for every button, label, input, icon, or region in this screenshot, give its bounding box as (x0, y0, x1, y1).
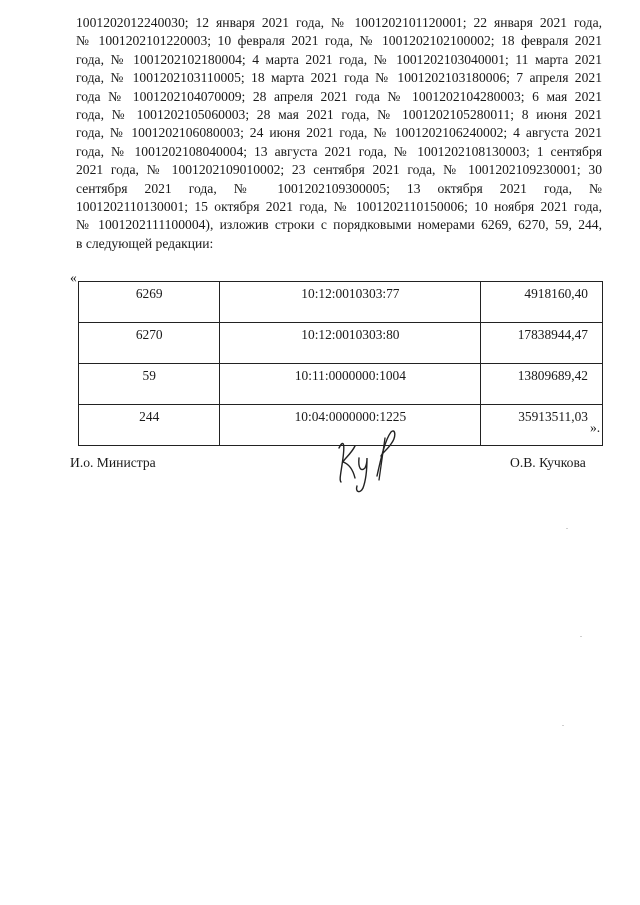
table-row (79, 323, 603, 364)
scan-speck (580, 636, 582, 637)
paragraph-line: 1001202012240030; 12 января 2021 года, № 1001202101120001; 22 января 2021 года, (76, 15, 602, 30)
table-row (79, 364, 603, 405)
paragraph-line: 2021 года, № 1001202109010002; 23 сентября 2021 года, № 1001202109230001; 30 (76, 162, 602, 178)
paragraph-line: года, № 1001202105060003; 28 мая 2021 года, № 1001202105280011; 8 июня 2021 (76, 106, 602, 122)
signatory-title: И.о. Министра (70, 455, 156, 470)
row-number-cell: 6269 (79, 282, 220, 323)
paragraph-line: № 1001202101220003; 10 февраля 2021 года, № 1001202102100002; 18 февраля 2021 (76, 33, 602, 49)
scan-speck (562, 725, 564, 726)
paragraph-line: года, № 1001202103110005; 18 марта 2021 года № 1001202103180006; 7 апреля 2021 (76, 70, 602, 86)
row-number-cell: 59 (79, 364, 220, 405)
value-cell: 13809689,42 (481, 364, 603, 405)
opening-quote: « (70, 270, 77, 285)
value-cell: 35913511,03 (481, 405, 603, 446)
paragraph-line: года № 1001202104070009; 28 апреля 2021 года № 1001202104280003; 6 мая 2021 (76, 88, 602, 104)
cadastral-number-cell: 10:12:0010303:77 (220, 282, 481, 323)
body-paragraph (76, 14, 602, 253)
cadastral-number-cell: 10:12:0010303:80 (220, 323, 481, 364)
table-row (79, 282, 603, 323)
paragraph-line: года, № 1001202102180004; 4 марта 2021 года, № 1001202103040001; 11 марта 2021 (76, 51, 602, 67)
paragraph-line: 1001202110130001; 15 октября 2021 года, № 1001202110150006; 10 ноября 2021 года, (76, 198, 602, 214)
scan-speck (566, 528, 568, 529)
paragraph-line: сентября 2021 года, № 1001202109300005; 13 октября 2021 года, № (76, 180, 602, 196)
row-number-cell: 6270 (79, 323, 220, 364)
paragraph-line: № 1001202111100004), изложив строки с порядковыми номерами 6269, 6270, 59, 244, (76, 217, 602, 233)
cadastral-number-cell: 10:04:0000000:1225 (220, 405, 481, 446)
value-cell: 17838944,47 (481, 323, 603, 364)
row-number-cell: 244 (79, 405, 220, 446)
paragraph-line: года, № 1001202106080003; 24 июня 2021 года, № 1001202106240002; 4 августа 2021 (76, 125, 602, 141)
value-cell: 4918160,40 (481, 282, 603, 323)
handwritten-signature (325, 418, 415, 498)
closing-quote: ». (590, 420, 601, 435)
signatory-name: О.В. Кучкова (510, 455, 586, 470)
paragraph-line: года, № 1001202108040004; 13 августа 2021 года, № 1001202108130003; 1 сентября (76, 143, 602, 159)
paragraph-line: в следующей редакции: (76, 235, 214, 251)
cadastral-number-cell: 10:11:0000000:1004 (220, 364, 481, 405)
